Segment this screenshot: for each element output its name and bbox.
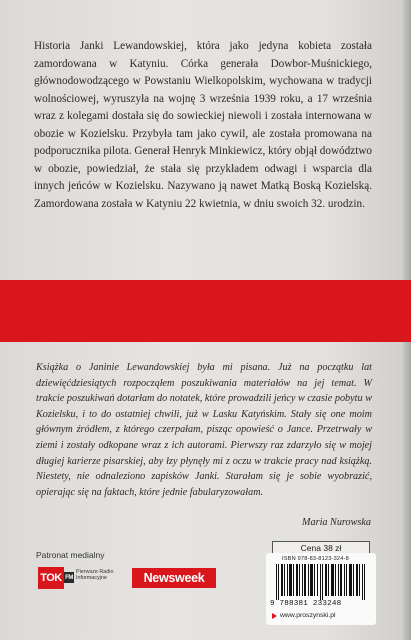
publisher-url-text: www.proszynski.pl [280, 612, 336, 619]
barcode-digits: 9 788381 233248 [270, 600, 342, 608]
barcode-panel [266, 553, 376, 625]
tok-logo-text: TOK [40, 572, 62, 584]
red-band [0, 280, 411, 342]
price-label: Cena 38 zł [272, 541, 370, 554]
author-quote: Książka o Janinie Lewandowskiej była mi pisana. Już na początku lat dziewięćdziesiątych rozpocząłem poszukiwania materiałów na jej temat. W trakcie poszukiwań dotarłam do notatek, które prowadzili jeńcy w czasie pobytu w Kozielsku, i to do ostatniej chwili, już w Lasku Katyńskim. Stały się one moim głównym źródłem, z którego czerpałam, pisząc opowieść o Jance. Przetrwały w ziemi i zostały odkopane wraz z ich autorami. Pierwszy raz zdarzyło się w mojej długiej karierze pisarskiej, aby łzy płynęły mi z oczu w trakcie pracy nad książką. Niestety, nie odnaleziono zapisków Janki. Starałam się je sobie wyobrazić, opierając się na faktach, które jednie fabularyzowałam. [36, 362, 372, 498]
quote-author: Maria Nurowska [302, 517, 371, 528]
newsweek-logo: Newsweek [132, 568, 216, 588]
fm-badge: FM [64, 572, 74, 583]
barcode-icon [276, 564, 368, 600]
isbn-text: ISBN 978-83-8123-324-8 [282, 556, 349, 562]
tok-fm-subtitle: Pierwsze Radio Informacyjne [76, 569, 114, 582]
arrow-icon [272, 613, 277, 619]
publisher-url[interactable] [272, 612, 372, 619]
tok-fm-logo [38, 567, 73, 589]
synopsis-text: Historia Janki Lewandowskiej, która jako jedyna kobieta została zamordowana w Katyniu. Córka generała Dowbor-Muśnickiego, głównodowodzącego w Powstaniu Wielkopolskim, wychowana w tradycji wolnościowej, wyruszyła na wojnę 3 września 1939 roku, a 17 września wraz z kolegami dostała się do sowieckiej niewoli i została internowana w obozie w Kozielsku. Przybyła tam jako cywil, ale została promowana na podporucznika pilota. Generał Henryk Minkiewicz, który objął dowództwo w obozie, powiedział, że stała się przykładem odwagi i wsparcia dla innych jeńców w Kozielsku. Nazywano ją nawet Matką Boską Kozielską. Zamordowana została w Katyniu 22 kwietnia, w dniu swoich 32. urodzin. [34, 40, 372, 210]
media-patronage-label: Patronat medialny [36, 550, 105, 560]
